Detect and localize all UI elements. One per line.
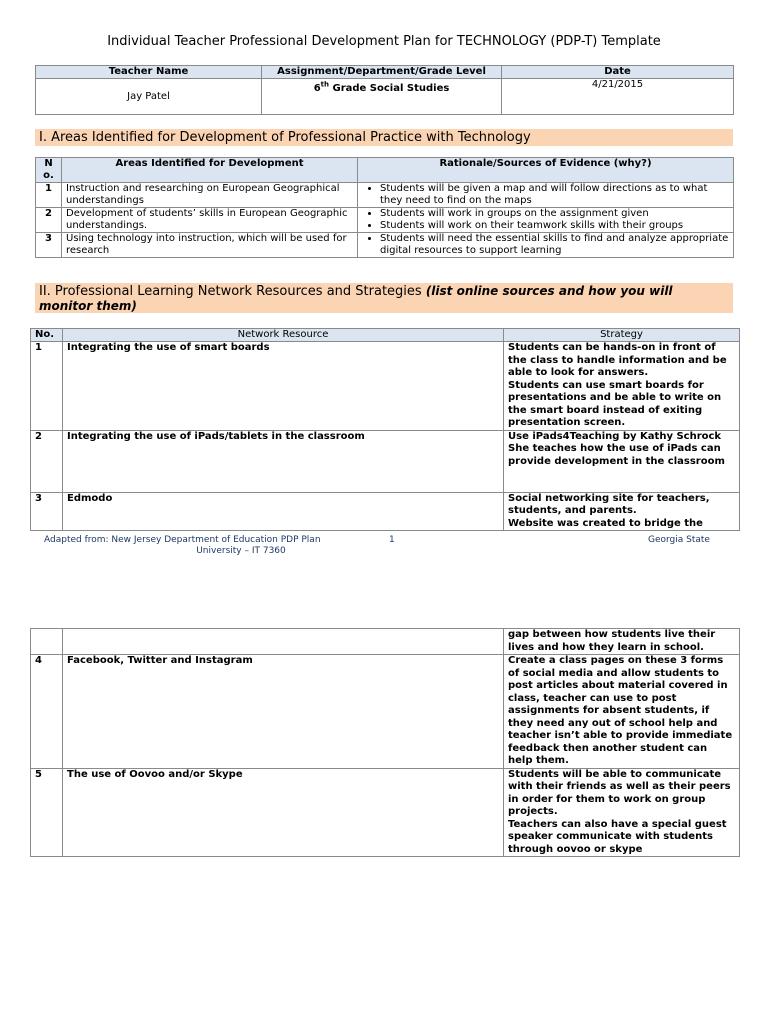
table-row <box>36 79 734 115</box>
list-item: • Students will work on their teamwork skills with their groups <box>380 220 729 232</box>
rationale-cell <box>358 208 734 233</box>
table-row <box>31 430 740 492</box>
table-header-row <box>36 66 734 79</box>
teacher-info-table <box>35 65 734 115</box>
section-2-subtitle: (list online sources and how you will monitor them) <box>39 284 673 313</box>
section-2-title: II. Professional Learning Network Resources and Strategies <box>39 284 426 299</box>
strategy-cell: gap between how students live their lives and how they learn in school. <box>504 629 740 655</box>
table-row <box>36 233 734 258</box>
table-row <box>31 655 740 769</box>
rationale-cell <box>358 233 734 258</box>
resource-cell: Integrating the use of iPads/tablets in the classroom <box>63 430 504 492</box>
header-assignment: Assignment/Department/Grade Level <box>262 66 502 79</box>
header-areas: Areas Identified for Development <box>62 158 358 183</box>
header-teacher-name: Teacher Name <box>36 66 262 79</box>
resource-cell: The use of Oovoo and/or Skype <box>63 768 504 857</box>
resource-cell: Integrating the use of smart boards <box>63 342 504 431</box>
areas-table <box>35 157 734 258</box>
strategy-cell: Create a class pages on these 3 forms of social media and allow students to post articles about material covered in class, teacher can use to post assignments for absent students, if they need any out of school help and teacher isn’t able to provide immediate feedback then another student can help them. <box>504 655 740 769</box>
row-number: 1 <box>36 183 62 208</box>
area-cell: Using technology into instruction, which will be used for research <box>62 233 358 258</box>
row-number <box>31 629 63 655</box>
strategy-cell: Students can be hands-on in front of the class to handle information and be able to look for answers. Students can use smart boards for presentations and be able to write on the smart board instead of exiting presentation screen. <box>504 342 740 431</box>
header-no: No. <box>31 329 63 342</box>
area-cell: Instruction and researching on European Geographical understandings <box>62 183 358 208</box>
date-value: 4/21/2015 <box>502 79 734 115</box>
footer-page-number: 1 <box>389 535 395 545</box>
table-row <box>31 768 740 857</box>
strategy-cell: Use iPads4Teaching by Kathy Schrock She teaches how the use of iPads can provide development in the classroom <box>504 430 740 492</box>
section-1-heading: I. Areas Identified for Development of Professional Practice with Technology <box>35 129 733 146</box>
table-row <box>36 183 734 208</box>
table-header-row <box>31 329 740 342</box>
network-table <box>30 328 740 531</box>
list-item: • Students will work in groups on the assignment given <box>380 208 729 220</box>
table-row <box>31 342 740 431</box>
section-2-heading <box>35 283 733 313</box>
row-number: 4 <box>31 655 63 769</box>
network-table-continued <box>30 628 740 857</box>
header-network-resource: Network Resource <box>63 329 504 342</box>
strategy-cell: Students will be able to communicate with their friends as well as their peers in order for them to work on group projects. Teachers can also have a special guest speaker communicate with students through oovoo or skype <box>504 768 740 857</box>
row-number: 1 <box>31 342 63 431</box>
row-number: 2 <box>36 208 62 233</box>
assignment-value: 6th Grade Social Studies <box>262 79 502 115</box>
list-item: • Students will be given a map and will follow directions as to what they need to find on the maps <box>380 183 729 207</box>
row-number: 2 <box>31 430 63 492</box>
footer-university-line2: University – IT 7360 <box>196 546 286 556</box>
document-title: Individual Teacher Professional Development Plan for TECHNOLOGY (PDP-T) Template <box>107 34 661 49</box>
table-row <box>31 629 740 655</box>
rationale-cell <box>358 183 734 208</box>
resource-cell <box>63 629 504 655</box>
table-header-row <box>36 158 734 183</box>
header-date: Date <box>502 66 734 79</box>
footer-source: Adapted from: New Jersey Department of Education PDP Plan <box>44 535 321 545</box>
resource-cell: Facebook, Twitter and Instagram <box>63 655 504 769</box>
row-number: 3 <box>36 233 62 258</box>
strategy-cell: Social networking site for teachers, students, and parents. Website was created to bridge the <box>504 492 740 531</box>
area-cell: Development of students’ skills in European Geographic understandings. <box>62 208 358 233</box>
row-number: 5 <box>31 768 63 857</box>
header-no: N o. <box>36 158 62 183</box>
table-row <box>31 492 740 531</box>
header-rationale: Rationale/Sources of Evidence (why?) <box>358 158 734 183</box>
row-number: 3 <box>31 492 63 531</box>
header-strategy: Strategy <box>504 329 740 342</box>
table-row <box>36 208 734 233</box>
list-item: • Students will need the essential skills to find and analyze appropriate digital resources to support learning <box>380 233 729 257</box>
footer-university: Georgia State <box>648 535 710 545</box>
teacher-name-value: Jay Patel <box>36 79 262 115</box>
resource-cell: Edmodo <box>63 492 504 531</box>
